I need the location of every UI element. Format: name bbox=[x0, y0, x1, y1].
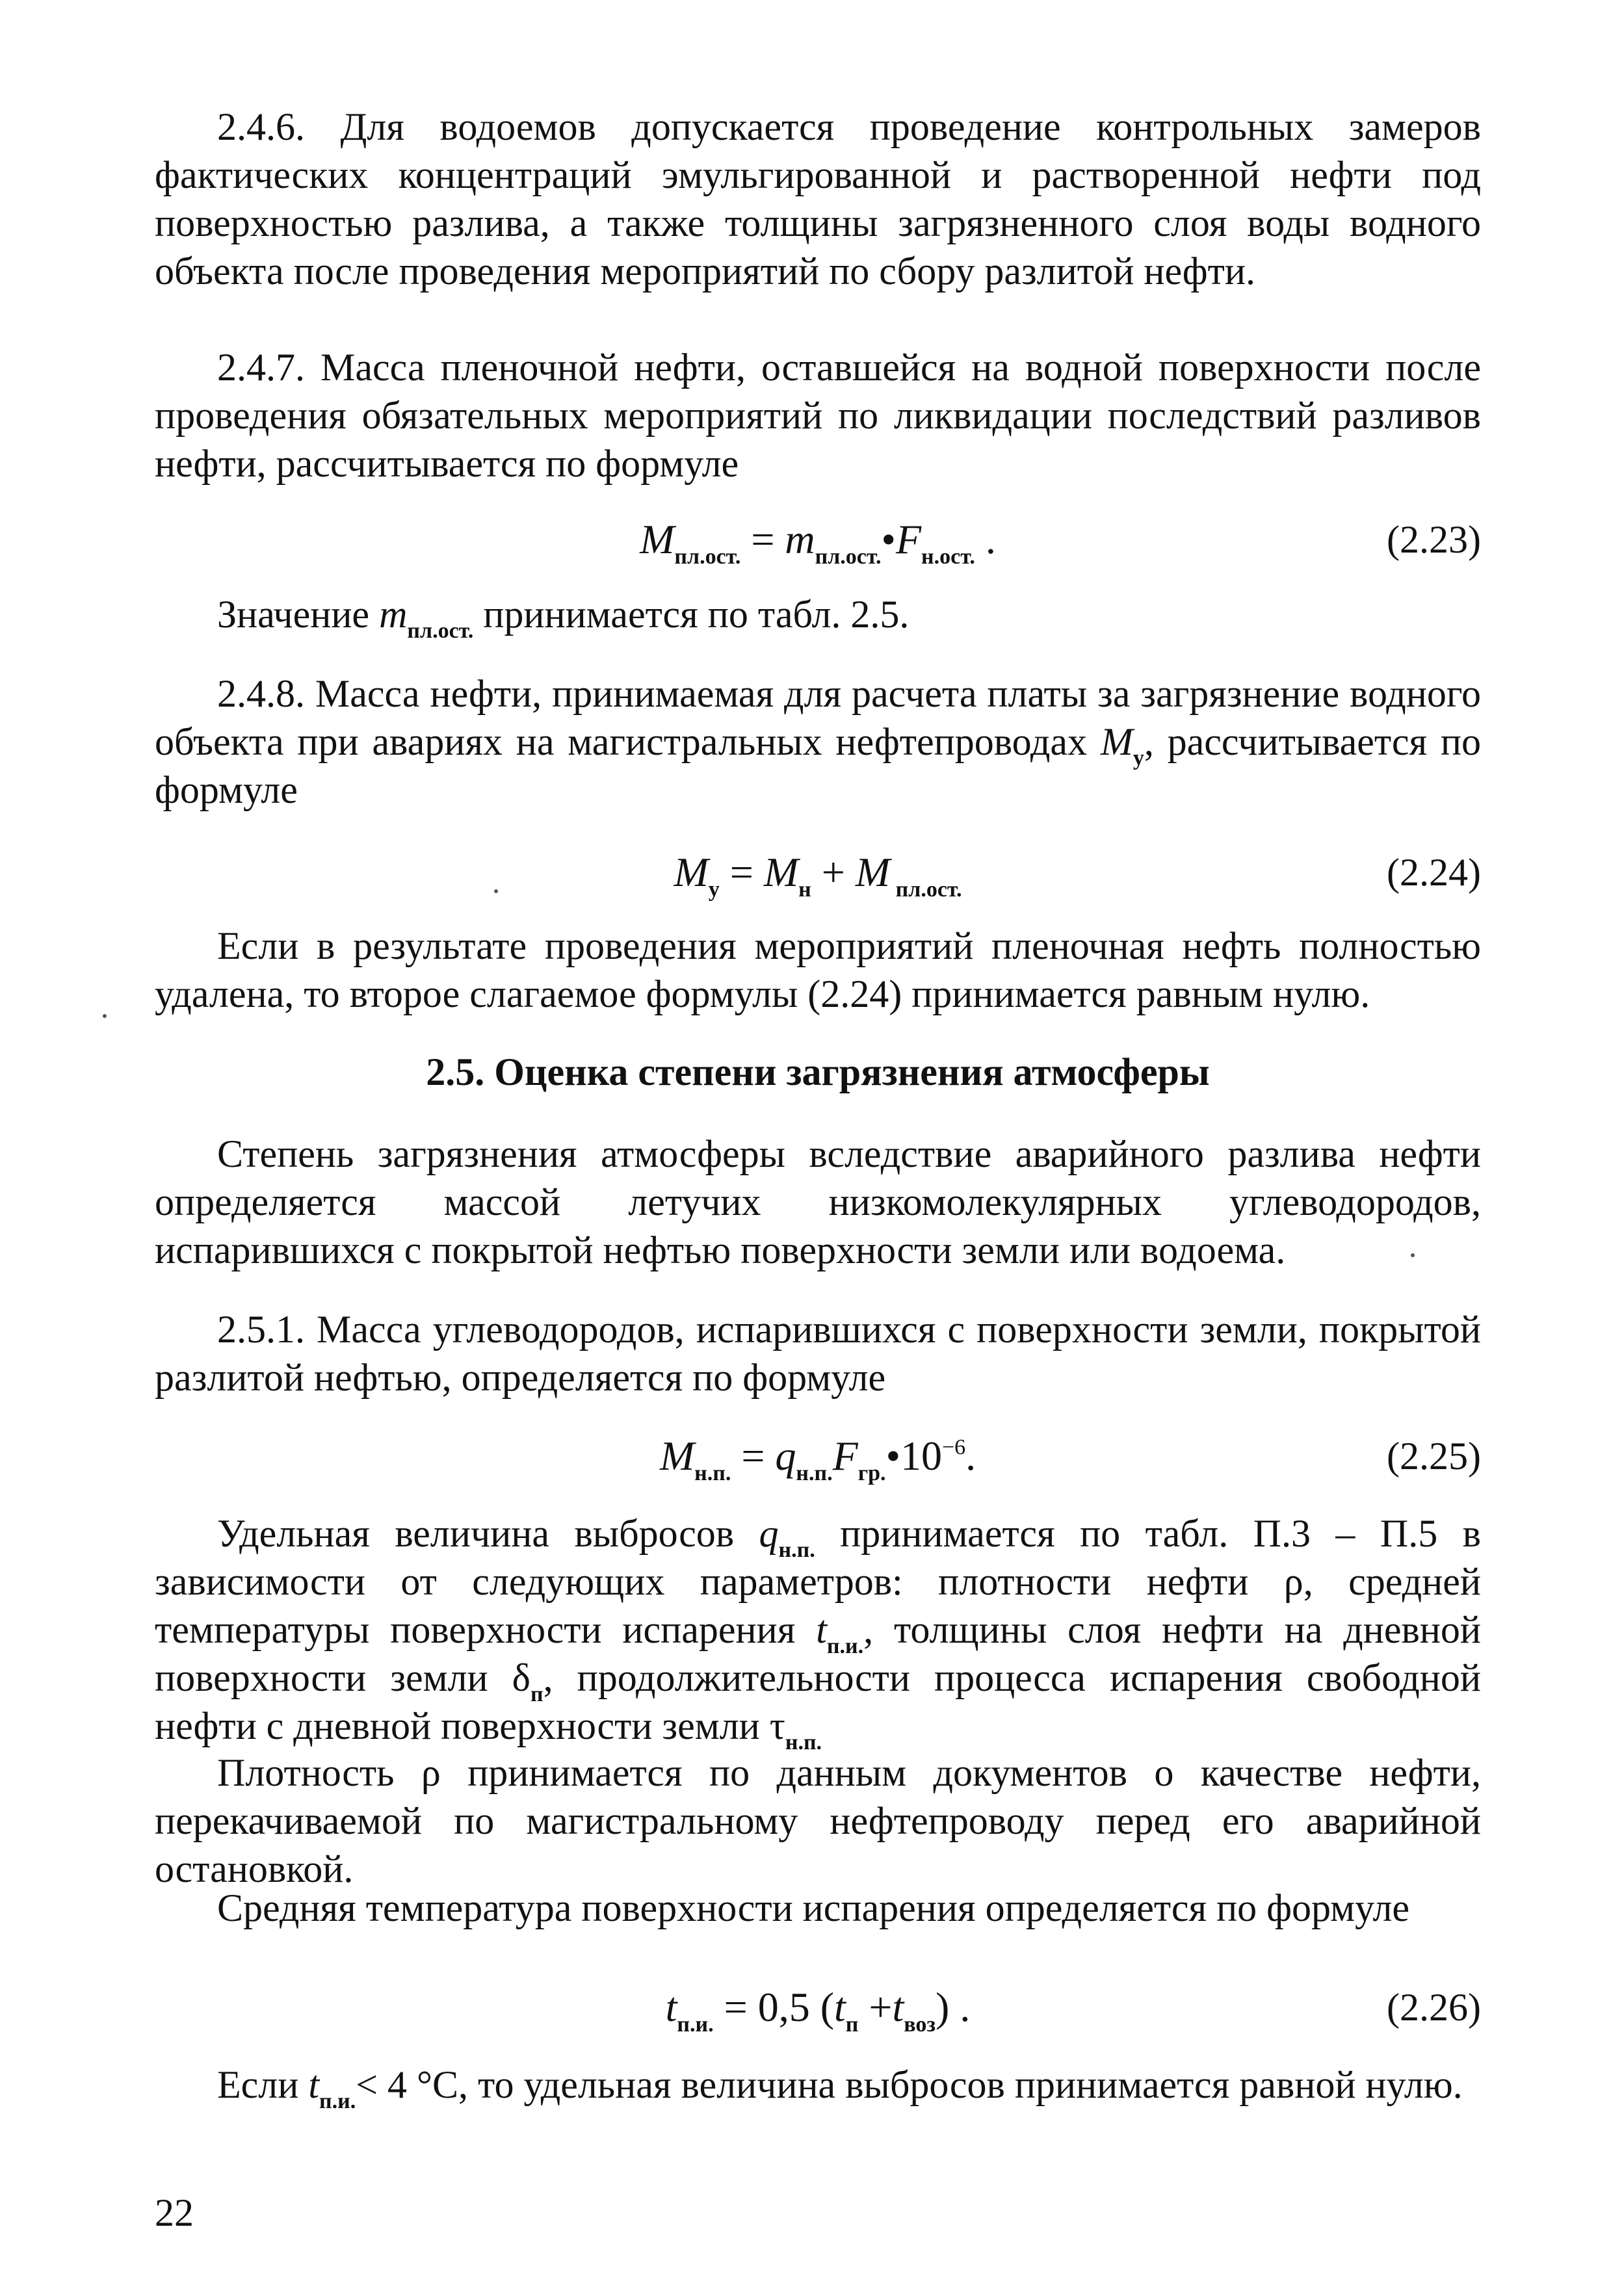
formula-2-25: $M_{н.п.}$ = $q_{н.п.}F_{гр.}•10^{-6}$. (2.25) bbox=[155, 1430, 1481, 1482]
formula-2-26: $t_{п.и.} = 0,5$ $(t_п +t_{воз})$ . (2.26) bbox=[155, 1981, 1481, 2033]
paragraph-density: Плотность ρ принимается по данным документов о качестве нефти, перекачиваемой по магистральному нефтепроводу перед его аварийной остановкой. bbox=[155, 1751, 1481, 1890]
paragraph-2-4-6: 2.4.6. Для водоемов допускается проведение контрольных замеров фактических концентраций эмульгированной и растворенной нефти под поверхностью разлива, а также толщины загрязненного слоя воды водного объекта после проведения мероприятий по сбору разлитой нефти. bbox=[155, 105, 1481, 293]
section-heading: 2.5. Оценка степени загрязнения атмосферы bbox=[426, 1050, 1210, 1093]
formula-2-23: $M_{пл.ост.}$ = $m_{пл.ост.}•F_{н.ост.}$ . (2.23) bbox=[155, 514, 1481, 566]
scan-speck bbox=[103, 1014, 107, 1018]
formula-number: (2.26) bbox=[1387, 1986, 1481, 2029]
paragraph-2-4-7: 2.4.7. Масса пленочной нефти, оставшейся на водной поверхности после проведения обязательных мероприятий по ликвидации последствий разливов нефти, рассчитывается по формуле bbox=[155, 346, 1481, 485]
formula-number: (2.24) bbox=[1387, 851, 1481, 894]
paragraph-mean-temp: Средняя температура поверхности испарения определяется по формуле bbox=[217, 1886, 1410, 1929]
paragraph-2-4-8: 2.4.8. Масса нефти, принимаемая для расчета платы за загрязнение водного объекта при авариях на магистральных нефтепроводах $M_y$, рассчитывается по формуле bbox=[155, 672, 1481, 811]
scan-speck bbox=[494, 889, 498, 893]
paragraph-value-m: Значение $m_{пл.ост.}$ принимается по табл. 2.5. bbox=[217, 593, 910, 643]
paragraph-if-t: Если $t_{п.и.}< 4$ °С, то удельная величина выбросов принимается равной нулю. bbox=[217, 2063, 1463, 2113]
scan-speck bbox=[1411, 1253, 1415, 1257]
formula-number: (2.23) bbox=[1387, 518, 1481, 561]
formula-number: (2.25) bbox=[1387, 1435, 1481, 1478]
paragraph-2-5-1: 2.5.1. Масса углеводородов, испарившихся с поверхности земли, покрытой разлитой нефтью, определяется по формуле bbox=[155, 1308, 1481, 1399]
paragraph-specific-emission: Удельная величина выбросов $q_{н.п.}$ принимается по табл. П.3 – П.5 в зависимости от следующих параметров: плотности нефти ρ, средней температуры поверхности испарения $t_{п.и.}$, толщины слоя нефти на дневной поверхности земли $\delta_п$, продолжительности процесса испарения свободной нефти с дневной поверхности земли $\tau_{н.п.}$ bbox=[155, 1512, 1482, 1754]
formula-2-24: $M_у = M_н + M$ $_{пл.ост.}$ (2.24) bbox=[155, 846, 1481, 898]
page-number: 22 bbox=[155, 2191, 194, 2234]
paragraph-degree: Степень загрязнения атмосферы вследствие аварийного разлива нефти определяется массой летучих низкомолекулярных углеводородов, испарившихся с покрытой нефтью поверхности земли или водоема. bbox=[155, 1132, 1481, 1271]
paragraph-if-removed: Если в результате проведения мероприятий пленочная нефть полностью удалена, то второе слагаемое формулы (2.24) принимается равным нулю. bbox=[155, 924, 1481, 1015]
